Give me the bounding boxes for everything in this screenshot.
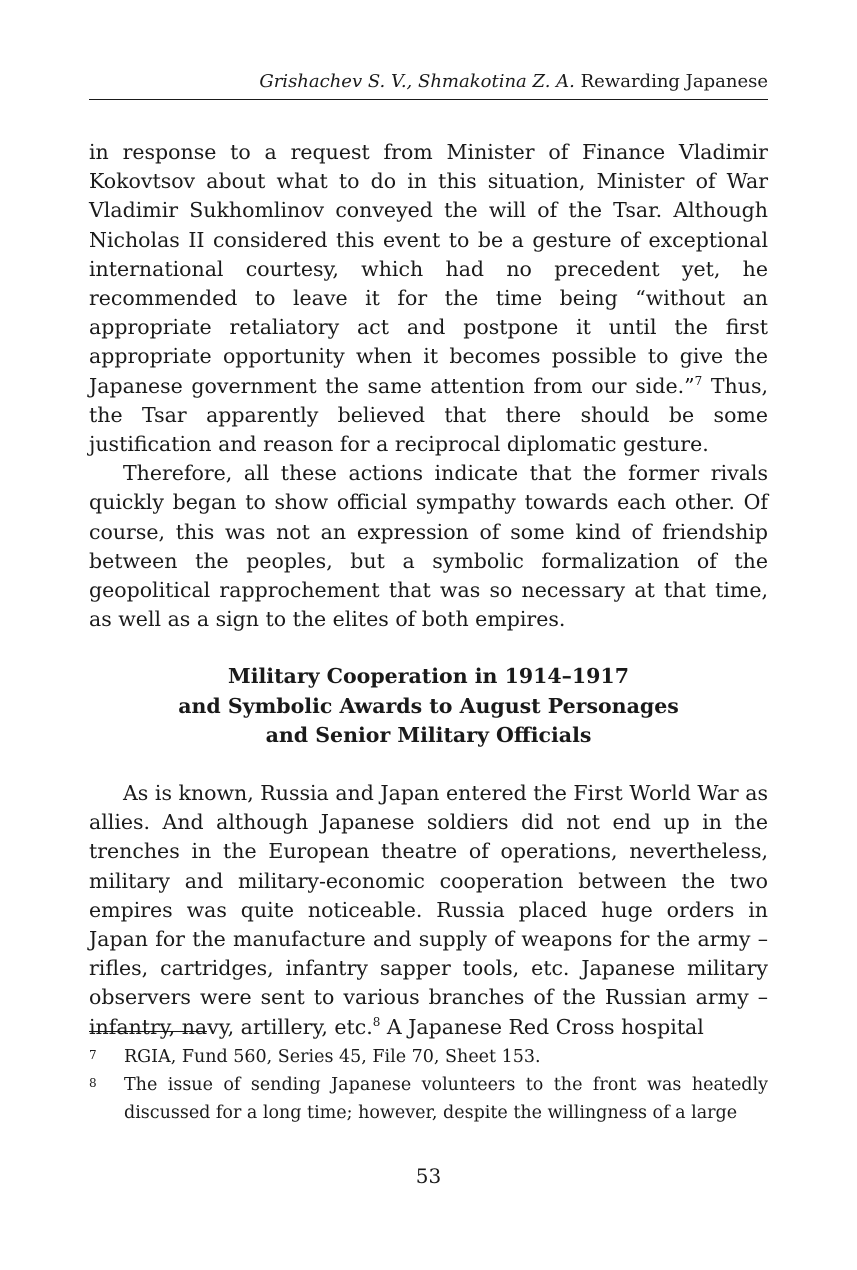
footnote-number: 7 xyxy=(89,1048,97,1062)
section-heading-line: and Symbolic Awards to August Personages xyxy=(178,693,679,718)
paragraph xyxy=(89,138,768,459)
running-head xyxy=(89,70,768,100)
footnote-number: 8 xyxy=(89,1076,97,1090)
footnote-text: RGIA, Fund 560, Series 45, File 70, Sheet 153. xyxy=(124,1047,541,1067)
section-heading xyxy=(89,662,768,751)
footnote-text: The issue of sending Japanese volunteers to the front was heatedly discussed for a long time; however, despite the willingness of a large xyxy=(124,1075,768,1123)
paragraph-text: As is known, Russia and Japan entered the First World War as allies. And although Japanese soldiers did not end up in the trenches in the European theatre of operations, nevertheless, military and military-economic cooperation between the two empires was quite noticeable. Russia placed huge orders in Japan for the manufacture and supply of weapons for the army – rifles, cartridges, infantry sapper tools, etc. Japanese military observers were sent to various branches of the Russian army – infantry, navy, artillery, etc. xyxy=(89,781,768,1039)
paragraph-text: in response to a request from Minister of Finance Vladimir Kokovtsov about what to do in this situation, Minister of War Vladimir Sukhomlinov conveyed the will of the Tsar. Although Nicholas II considered this event to be a gesture of exceptional international courtesy, which had no precedent yet, he recommended to leave it for the time being “without an appropriate retaliatory act and postpone it until the first appropriate opportunity when it becomes possible to give the Japanese government the same attention from our side.” xyxy=(89,140,768,398)
page-number: 53 xyxy=(415,1164,442,1188)
section-heading-line: Military Cooperation in 1914–1917 xyxy=(228,664,629,688)
paragraph xyxy=(89,779,768,1042)
footnote-8 xyxy=(89,1071,768,1127)
paragraph: Therefore, all these actions indicate that the former rivals quickly began to show official sympathy towards each other. Of course, this was not an expression of some kind of friendship between the peoples, but a symbolic formalization of the geopolitical rapprochement that was so necessary at that time, as well as a sign to the elites of both empires. xyxy=(89,461,768,632)
paragraph-text: A Japanese Red Cross hospital xyxy=(380,1014,704,1039)
running-head-authors: Grishachev S. V., Shmakotina Z. A. xyxy=(259,71,575,92)
footnote-ref-8[interactable]: 8 xyxy=(372,1014,381,1029)
running-head-title: Rewarding Japanese xyxy=(580,71,768,92)
footnote-ref-7[interactable]: 7 xyxy=(694,373,703,388)
footnote-7 xyxy=(89,1043,768,1071)
body-text-top xyxy=(89,138,768,634)
body-text-bottom xyxy=(89,779,768,1042)
paragraph-text: Thus, the Tsar apparently believed that there should be some justification and reason for a reciprocal diplomatic gesture. xyxy=(89,373,768,457)
footnotes xyxy=(89,1043,768,1127)
section-heading-line: and Senior Military Officials xyxy=(265,723,592,747)
footnote-divider xyxy=(89,1031,207,1032)
